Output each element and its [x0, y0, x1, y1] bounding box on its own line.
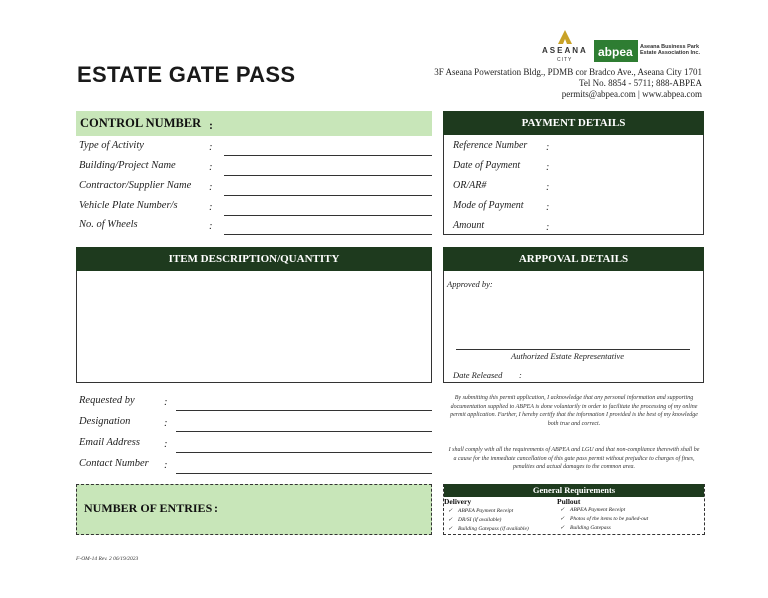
field-label-wheels: No. of Wheels: [79, 219, 138, 230]
colon: :: [519, 370, 522, 380]
check-icon: ✓: [448, 508, 453, 514]
general-requirements-header: General Requirements: [444, 484, 704, 497]
disclaimer-compliance: I shall comply with all the requirements of ABPEA and LGU and that non-compliance therewith shall be a cause for the immediate cancellation of this gate pass permit without prejudice to charges of fines, penalties and actual damages to the common area.: [448, 447, 700, 470]
requested-by-field[interactable]: [176, 410, 432, 411]
item-description-area[interactable]: [76, 271, 432, 383]
vehicle-plate-field[interactable]: [224, 215, 432, 216]
disclaimer-privacy: By submitting this permit application, I acknowledge that any personal information and supporting documentation supplied to ABPEA is done voluntarily in order to facilitate the processing of my online permit application. Further, I hereby certify that the information I provided is the best of my knowledge both true and correct.: [450, 395, 698, 427]
address-block: [434, 67, 702, 100]
colon: :: [164, 418, 168, 429]
delivery-item: ABPEA Payment Receipt: [458, 508, 514, 514]
control-number-label: CONTROL NUMBER: [80, 116, 202, 130]
colon: :: [164, 439, 168, 450]
field-label-contact: Contact Number: [79, 458, 149, 469]
designation-field[interactable]: [176, 431, 432, 432]
colon: :: [209, 162, 213, 173]
field-label-vehicle-plate: Vehicle Plate Number/s: [79, 200, 178, 211]
field-label-amount: Amount: [453, 220, 485, 231]
delivery-item: Building Gatepass (if available): [458, 526, 529, 532]
type-of-activity-field[interactable]: [224, 155, 432, 156]
aseana-logo-sub: CITY: [557, 57, 573, 63]
colon: :: [164, 460, 168, 471]
pullout-item: Photos of the items to be pulled-out: [570, 516, 649, 522]
colon: :: [546, 142, 550, 153]
approval-details-header: ARPPOVAL DETAILS: [443, 247, 704, 271]
pullout-item: Building Gatepass: [570, 525, 611, 531]
check-icon: ✓: [560, 525, 565, 531]
form-code: F-OM-14 Rev. 2 06/19/2023: [76, 556, 139, 562]
email-web-line: permits@abpea.com | www.abpea.com: [561, 89, 702, 99]
check-icon: ✓: [448, 517, 453, 523]
field-label-or-ar: OR/AR#: [453, 180, 487, 191]
field-label-date-payment: Date of Payment: [453, 160, 521, 171]
colon: :: [546, 182, 550, 193]
abpea-logo: [594, 40, 638, 62]
email-field[interactable]: [176, 452, 432, 453]
field-label-requested-by: Requested by: [79, 395, 135, 406]
aseana-logo-icon: [558, 30, 572, 44]
field-label-type-of-activity: Type of Activity: [79, 140, 144, 151]
field-label-contractor: Contractor/Supplier Name: [79, 180, 192, 191]
phone-line: Tel No. 8854 - 5711; 888-ABPEA: [578, 78, 702, 88]
pullout-title: Pullout: [557, 497, 581, 506]
contractor-supplier-field[interactable]: [224, 195, 432, 196]
wheels-field[interactable]: [224, 234, 432, 235]
colon: :: [209, 142, 213, 153]
logo-group: [540, 30, 705, 66]
delivery-item: DR/SI (if available): [458, 517, 502, 523]
field-label-building: Building/Project Name: [79, 160, 176, 171]
colon: :: [209, 221, 213, 232]
aseana-logo-text: ASEANA: [542, 46, 588, 55]
abpea-logo-text: abpea: [598, 45, 633, 59]
date-released-label: Date Released: [453, 370, 503, 380]
colon: :: [546, 162, 550, 173]
field-label-email: Email Address: [79, 437, 140, 448]
delivery-title: Delivery: [444, 497, 472, 506]
signatory-label: Authorized Estate Representative: [511, 351, 624, 361]
colon: :: [164, 397, 168, 408]
colon: :: [209, 182, 213, 193]
colon: :: [546, 202, 550, 213]
page-title: ESTATE GATE PASS: [77, 62, 296, 87]
item-description-header: ITEM DESCRIPTION/QUANTITY: [76, 247, 432, 271]
field-label-reference: Reference Number: [453, 140, 528, 151]
check-icon: ✓: [560, 516, 565, 522]
approved-by-label: Approved by:: [447, 279, 493, 289]
colon: :: [209, 202, 213, 213]
signature-line[interactable]: [456, 349, 690, 350]
colon: :: [546, 222, 550, 233]
check-icon: ✓: [448, 526, 453, 532]
address-line: 3F Aseana Powerstation Bldg., PDMB cor Bradco Ave., Aseana City 1701: [434, 67, 702, 77]
colon: :: [214, 501, 218, 515]
check-icon: ✓: [560, 507, 565, 513]
colon: :: [209, 118, 213, 132]
contact-number-field[interactable]: [176, 473, 432, 474]
field-label-designation: Designation: [79, 416, 131, 427]
abpea-full-name: Aseana Business Park Estate Association Inc.: [640, 44, 701, 56]
building-project-field[interactable]: [224, 175, 432, 176]
payment-details-header: PAYMENT DETAILS: [443, 111, 704, 135]
pullout-item: ABPEA Payment Receipt: [570, 507, 626, 513]
number-of-entries-label: NUMBER OF ENTRIES: [84, 501, 213, 515]
field-label-mode-payment: Mode of Payment: [453, 200, 524, 211]
